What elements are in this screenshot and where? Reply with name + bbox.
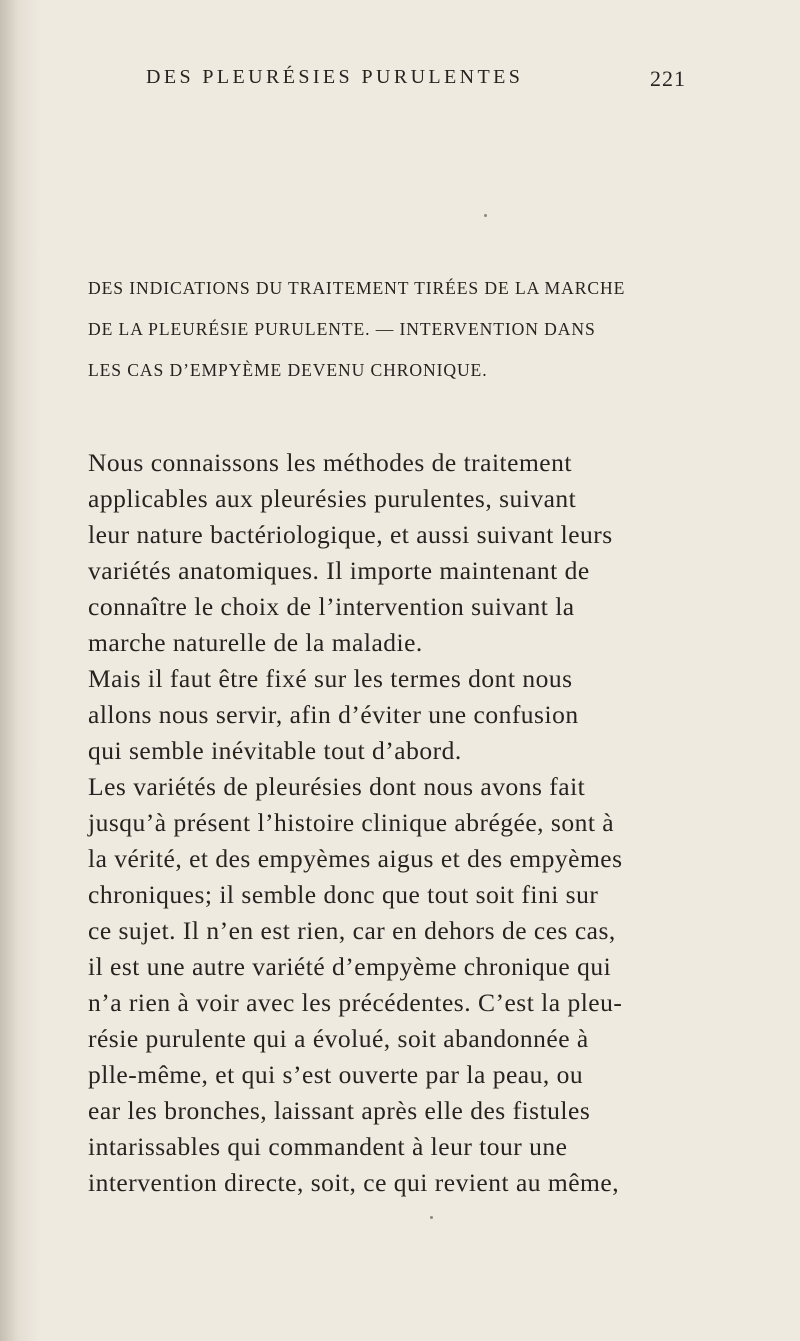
- page-number: 221: [650, 66, 686, 91]
- text-line: il est une autre variété d’empyème chronique qui: [88, 952, 612, 981]
- text-line: jusqu’à présent l’histoire clinique abrégée, sont à: [88, 808, 615, 837]
- text-line: chroniques; il semble donc que tout soit fini sur: [88, 880, 599, 909]
- text-line: Les variétés de pleurésies dont nous avons fait: [88, 772, 586, 801]
- text-line: la vérité, et des empyèmes aigus et des empyèmes: [88, 844, 623, 873]
- text-line: intarissables qui commandent à leur tour une: [88, 1132, 568, 1161]
- text-line: Nous connaissons les méthodes de traitement: [88, 448, 572, 477]
- section-heading-line: DES INDICATIONS DU TRAITEMENT TIRÉES DE LA MARCHE: [88, 278, 626, 298]
- text-line: connaître le choix de l’intervention suivant la: [88, 592, 575, 621]
- text-line: allons nous servir, afin d’éviter une confusion: [88, 700, 579, 729]
- text-line: plle-même, et qui s’est ouverte par la peau, ou: [88, 1060, 584, 1089]
- text-line: applicables aux pleurésies purulentes, suivant: [88, 484, 577, 513]
- paper-speck: [430, 1216, 433, 1219]
- text-line: ce sujet. Il n’en est rien, car en dehors de ces cas,: [88, 916, 616, 945]
- text-line: qui semble inévitable tout d’abord.: [88, 736, 462, 765]
- text-line: leur nature bactériologique, et aussi suivant leurs: [88, 520, 613, 549]
- running-head: [146, 66, 686, 96]
- text-line: marche naturelle de la maladie.: [88, 628, 423, 657]
- text-line: n’a rien à voir avec les précédentes. C’est la pleu-: [88, 988, 623, 1017]
- section-heading-line: LES CAS D’EMPYÈME DEVENU CHRONIQUE.: [88, 360, 488, 380]
- text-line: résie purulente qui a évolué, soit abandonnée à: [88, 1024, 589, 1053]
- paper-speck: [484, 214, 487, 217]
- text-line: intervention directe, soit, ce qui revient au même,: [88, 1168, 620, 1197]
- text-line: Mais il faut être fixé sur les termes dont nous: [88, 664, 573, 693]
- text-line: variétés anatomiques. Il importe maintenant de: [88, 556, 590, 585]
- section-heading-line: DE LA PLEURÉSIE PURULENTE. — INTERVENTION DANS: [88, 319, 596, 339]
- running-title: DES PLEURÉSIES PURULENTES: [146, 66, 524, 88]
- text-line: ear les bronches, laissant après elle des fistules: [88, 1096, 591, 1125]
